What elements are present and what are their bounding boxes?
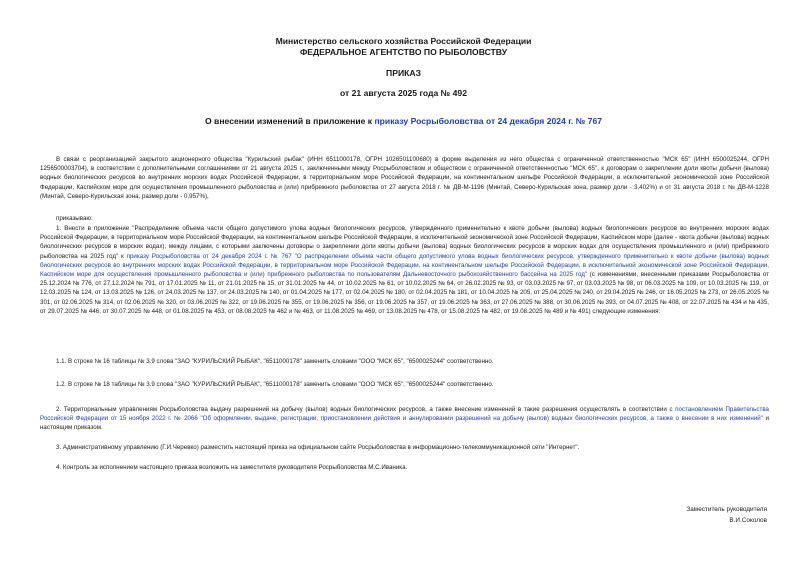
document-title bbox=[0, 116, 807, 127]
item-1-2-paragraph: 1.2. В строке № 18 таблицы № 3.9 слова "ЗАО "КУРИЛЬСКИЙ РЫБАК", "6511000178" заменить словами "ООО "МСК 65", "6500025244" соответственно. bbox=[56, 381, 494, 388]
title-prefix: О внесении изменений в приложение к bbox=[204, 116, 375, 126]
item-1-order-link[interactable]: приказу Росрыболовства от 24 декабря 2024 г. № 767 bbox=[126, 252, 292, 260]
signature-name: В.И.Соколов bbox=[729, 517, 767, 524]
item-1-text-a: 1. Внести в приложение "Распределение объема части общего допустимого улова водных биологических ресурсов, утвержденного применительно к квоте добычи (вылова) водных биологических ресурсов во внутренних морских водах Российской Федерации, в территориальном море Российской Федерации, на континентальном шельфе Российской Федерации, в исключительной экономической зоне Российской Федерации, Каспийском море (далее - квота добычи (вылова) водных биологических ресурсов в морских водах), между лицами, с которыми заключены договоры о закреплении доли квоты добычи (вылова) водных биологических ресурсов в морских водах для осуществления промышленного и (или) прибрежного рыболовства на 2025 год" к bbox=[40, 225, 769, 260]
ministry-name: Министерство сельского хозяйства Российской Федерации bbox=[275, 36, 532, 46]
agency-name: ФЕДЕРАЛЬНОЕ АГЕНТСТВО ПО РЫБОЛОВСТВУ bbox=[299, 47, 508, 57]
item-1-paragraph bbox=[40, 224, 769, 316]
signature-position: Заместитель руководителя bbox=[686, 506, 767, 513]
title-order-link[interactable]: приказу Росрыболовства от 24 декабря 2024 г. № 767 bbox=[374, 116, 603, 126]
document-type: ПРИКАЗ bbox=[386, 68, 421, 78]
item-1-1-paragraph: 1.1. В строке № 16 таблицы № 3.9 слова "ЗАО "КУРИЛЬСКИЙ РЫБАК", "6511000178" заменить словами "ООО "МСК 65", "6500025244" соответственно. bbox=[56, 358, 494, 365]
item-1-order-title-link[interactable]: "О распределении объема части общего допустимого улова водных биологических ресурсов, утвержденного применительно к квоте добычи (вылова) водных биологических ресурсов во внутренних морских водах Российской Федерации, в территориальном море Российской Федерации, на континентальном шельфе Российской Федерации, в исключительной экономической зоне Российской Федерации, Каспийском море для осуществления промышленного рыболовства и (или) прибрежного рыболовства по пользователям Дальневосточного рыбохозяйственного бассейна на 2025 год" bbox=[40, 252, 769, 279]
item-2-resolution-link[interactable]: постановлением Правительства Российской Федерации от 15 ноября 2022 г. № 2066 "Об оформлении, выдаче, регистрации, приостановлении действия и аннулировании разрешений на добычу (вылов) водных биологических ресурсов, а также о внесении в них изменений" bbox=[40, 406, 769, 423]
item-1-text-b: (с изменениями, внесенными приказами Росрыболовства от 25.12.2024 № 776, от 27.12.2024 № 791, от 17.01.2025 № 11, от 21.01.2025 № 15, от 31.01.2025 № 44, от 10.02.2025 № 61, от 10.02.2025 № 64, от 26.02.2025 № 93, от 03.03.2025 № 97, от 03.03.2025 № 98, от 06.03.2025 № 109, от 10.03.2025 № 119, от 12.03.2025 № 124, от 13.03.2025 № 126, от 24.03.2025 № 137, от 24.03.2025 № 140, от 01.04.2025 № 177, от 02.04.2025 № 180, от 02.04.2025 № 181, от 10.04.2025 № 205, от 25.04.2025 № 240, от 29.04.2025 № 246, от 16.05.2025 № 273, от 26.05.2025 № 301, от 02.06.2025 № 314, от 02.06.2025 № 320, от 03.06.2025 № 322, от 19.06.2025 № 355, от 19.06.2025 № 356, от 19.06.2025 № 357, от 19.06.2025 № 363, от 27.06.2025 № 388, от 30.06.2025 № 393, от 04.07.2025 № 408, от 22.07.2025 № 434 и № 435, от 29.07.2025 № 446, от 30.07.2025 № 448, от 01.08.2025 № 453, от 08.08.2025 № 462 и № 463, от 11.08.2025 № 469, от 13.08.2025 № 478, от 15.08.2025 № 482, от 19.08.2025 № 489 и № 491) следующие изменения: bbox=[40, 271, 769, 315]
order-word: приказываю: bbox=[56, 215, 93, 222]
item-2-text-b: и настоящим приказом. bbox=[40, 415, 769, 432]
item-4-paragraph: 4. Контроль за исполнением настоящего приказа возложить на заместителя руководителя Росрыболовства М.С.Иваника. bbox=[56, 464, 408, 471]
preamble-paragraph: В связи с реорганизацией закрытого акционерного общества "Курильский рыбак" (ИНН 6511000178, ОГРН 1026501100680) в форме выделения из него общества с ограниченной ответственностью "МСК 65" (ИНН 6500025244, ОГРН 1256500003704), в соответствии с дополнительными соглашениями от 21 августа 2025 г., заключенными между Росрыболовством и обществом с ограниченной ответственностью "МСК 65", к договорам о закреплении доли квоты добычи (вылова) водных биологических ресурсов во внутренних морских водах Российской Федерации, в территориальном море Российской Федерации, на континентальном шельфе Российской Федерации, в исключительной экономической зоне Российской Федерации, Каспийском море для осуществления промышленного рыболовства и (или) прибрежного рыболовства от 27 августа 2018 г. № ДВ-М-1196 (Минтай, Северо-Курильская зона, размер доли - 3,402%) и от 31 августа 2018 г. № ДВ-М-1228 (Минтай, Северо-Курильская зона, размер доли - 0,957%), bbox=[40, 156, 769, 200]
document-date-number: от 21 августа 2025 года № 492 bbox=[340, 88, 467, 98]
item-3-paragraph: 3. Административному управлению (Г.И.Черевко) разместить настоящий приказ на официальном сайте Росрыболовства в информационно-телекоммуникационной сети "Интернет". bbox=[56, 444, 580, 451]
item-2-text-a: 2. Территориальным управлениям Росрыболовства выдачу разрешений на добычу (вылов) водных биологических ресурсов, а также внесение изменений в такие разрешения осуществлять в соответствии с bbox=[56, 406, 676, 413]
item-2-paragraph bbox=[40, 405, 769, 433]
